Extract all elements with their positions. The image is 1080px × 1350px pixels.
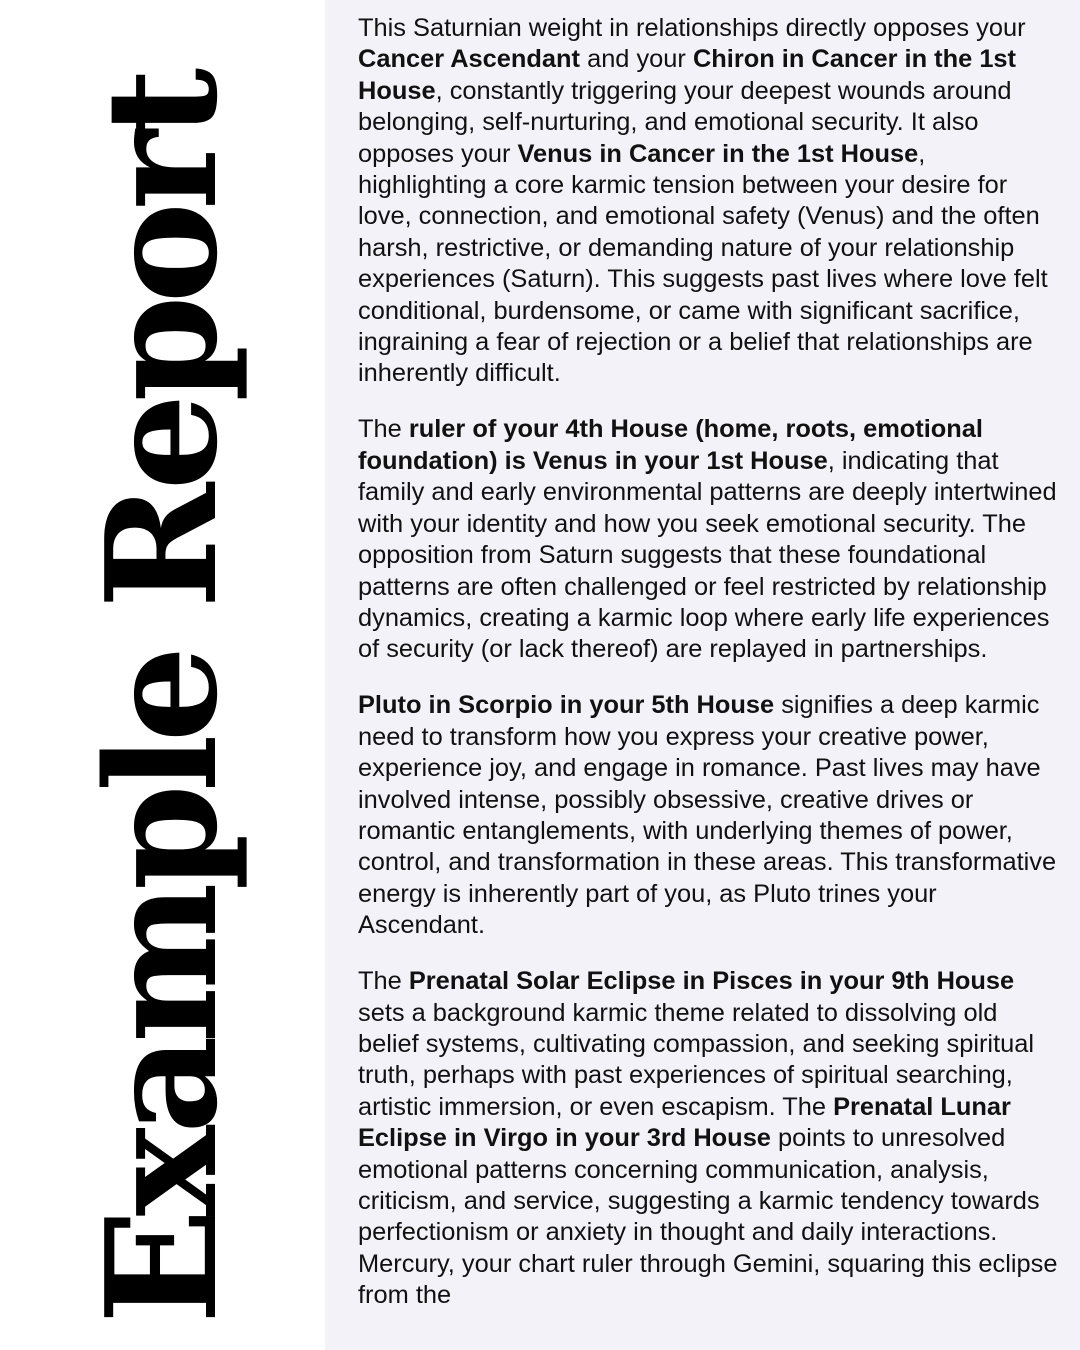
text-segment: sets a background karmic theme related to dissolving old belief systems, cultivating compassion, and seeking spiritual truth, perhaps with past experiences of spiritual searching, artistic immersion, or even escapism. The <box>358 998 1035 1121</box>
paragraph-prenatal-eclipses <box>358 966 1058 1311</box>
report-text <box>358 13 1058 1336</box>
text-segment: , constantly triggering your deepest wounds around belonging, self-nurturing, and emotional security. It also opposes your <box>358 76 1012 168</box>
text-segment-bold: Venus in Cancer in the 1st House <box>517 139 919 168</box>
paragraph-4th-house-ruler <box>358 414 1058 665</box>
side-title-panel <box>0 0 325 1350</box>
text-segment-bold: Prenatal Lunar Eclipse in Virgo in your 3rd House <box>358 1092 1011 1153</box>
text-segment-bold: ruler of your 4th House (home, roots, emotional foundation) is Venus in your 1st House <box>358 415 983 475</box>
text-segment: The <box>358 415 409 444</box>
paragraph-pluto-5th-house <box>358 690 1058 941</box>
text-segment: signifies a deep karmic need to transform how you express your creative power, experience joy, and engage in romance. Past lives may have involved intense, possibly obsessive, creative drives or romantic entanglements, with underlying themes of power, control, and transformation in these areas. This transformative energy is inherently part of you, as Pluto trines your Ascendant. <box>358 691 1057 940</box>
report-content <box>325 0 1080 1350</box>
text-segment: , indicating that family and early environmental patterns are deeply intertwined with your identity and how you seek emotional security. The opposition from Saturn suggests that these foundational patterns are often challenged or feel restricted by relationship dynamics, creating a karmic loop where early life experiences of security (or lack thereof) are replayed in partnerships. <box>358 446 1057 664</box>
report-title: Example Report <box>72 75 251 1325</box>
paragraph-saturn-oppositions <box>358 13 1058 390</box>
text-segment-bold: Pluto in Scorpio in your 5th House <box>358 691 775 720</box>
text-segment: and your <box>580 45 693 74</box>
text-segment: This Saturnian weight in relationships directly opposes your <box>358 14 1026 42</box>
text-segment-bold: Chiron in Cancer in the 1st House <box>358 45 1017 105</box>
text-segment: points to unresolved emotional patterns concerning communication, analysis, criticism, and service, suggesting a karmic tendency towards perfectionism or anxiety in thought and daily interactions. Mercury, your chart ruler through Gemini, squaring this eclipse from the <box>358 1124 1058 1310</box>
text-segment: , highlighting a core karmic tension between your desire for love, connection, and emotional safety (Venus) and the often harsh, restrictive, or demanding nature of your relationship experiences (Saturn). This suggests past lives where love felt conditional, burdensome, or came with significant sacrifice, ingraining a fear of rejection or a belief that relationships are inherently difficult. <box>358 139 1048 388</box>
text-segment-bold: Cancer Ascendant <box>358 45 581 74</box>
text-segment-bold: Prenatal Solar Eclipse in Pisces in your 9th House <box>408 967 1015 996</box>
text-segment: The <box>358 967 409 996</box>
